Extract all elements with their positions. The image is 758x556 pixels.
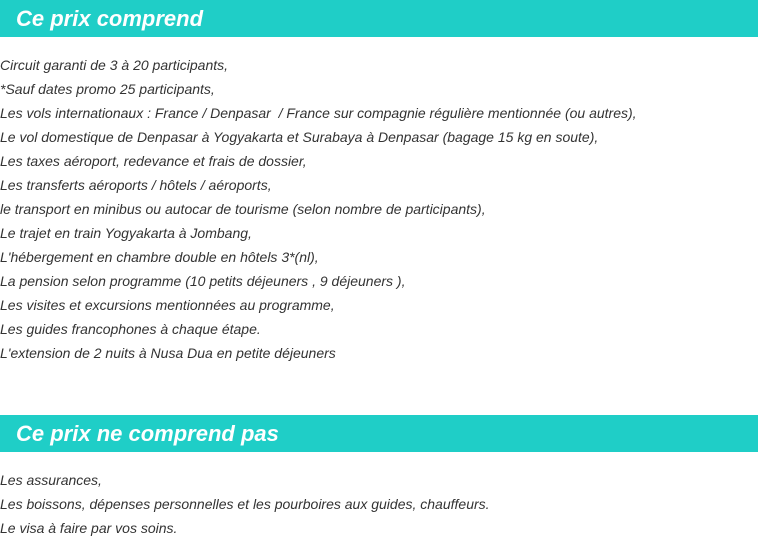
- list-item: L'extension de 2 nuits à Nusa Dua en petite déjeuners: [0, 345, 336, 361]
- list-item: Le trajet en train Yogyakarta à Jombang,: [0, 225, 252, 241]
- list-item: Les vols internationaux : France / Denpasar / France sur compagnie régulière mentionnée (ou autres),: [0, 105, 637, 121]
- list-item: Les guides francophones à chaque étape.: [0, 321, 261, 337]
- list-item: Les taxes aéroport, redevance et frais de dossier,: [0, 153, 307, 169]
- section-header-excludes: Ce prix ne comprend pas: [0, 415, 758, 452]
- list-item: Le vol domestique de Denpasar à Yogyakarta et Surabaya à Denpasar (bagage 15 kg en soute),: [0, 129, 599, 145]
- list-item: L'hébergement en chambre double en hôtels 3*(nl),: [0, 249, 319, 265]
- list-item: le transport en minibus ou autocar de tourisme (selon nombre de participants),: [0, 201, 486, 217]
- list-item: Circuit garanti de 3 à 20 participants,: [0, 57, 229, 73]
- list-item: Les visites et excursions mentionnées au programme,: [0, 297, 335, 313]
- list-item: La pension selon programme (10 petits déjeuners , 9 déjeuners ),: [0, 273, 406, 289]
- excludes-list: [0, 468, 758, 540]
- list-item: Le visa à faire par vos soins.: [0, 520, 178, 536]
- list-item: *Sauf dates promo 25 participants,: [0, 81, 215, 97]
- list-item: Les assurances,: [0, 472, 102, 488]
- section-header-includes: Ce prix comprend: [0, 0, 758, 37]
- list-item: Les boissons, dépenses personnelles et les pourboires aux guides, chauffeurs.: [0, 496, 490, 512]
- includes-list: [0, 53, 758, 365]
- list-item: Les transferts aéroports / hôtels / aéroports,: [0, 177, 272, 193]
